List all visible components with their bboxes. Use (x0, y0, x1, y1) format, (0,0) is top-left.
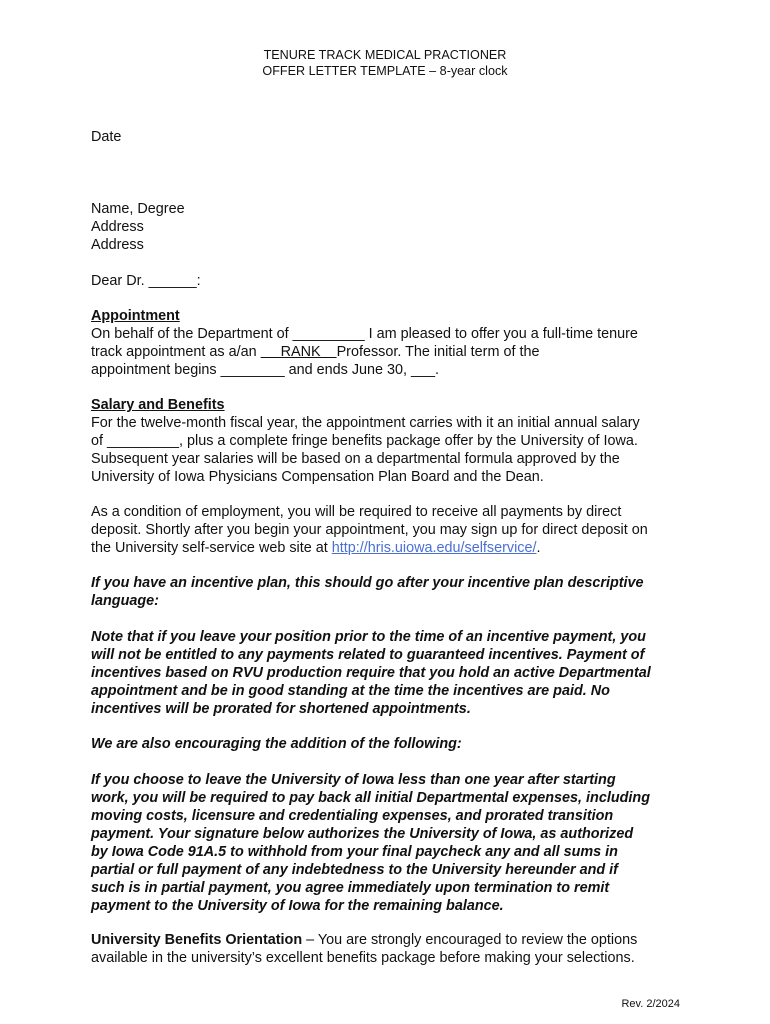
selfservice-link[interactable]: http://hris.uiowa.edu/selfservice/ (331, 540, 537, 556)
salary-line-4: University of Iowa Physicians Compensation Plan Board and the Dean. (91, 469, 544, 485)
salary-line-1: For the twelve-month fiscal year, the appointment carries with it an initial annual salary (91, 415, 640, 431)
repayment-line-5: by Iowa Code 91A.5 to withhold from your final paycheck any and all sums in (91, 844, 618, 860)
repayment-line-4: payment. Your signature below authorizes the University of Iowa, as authorized (91, 826, 634, 842)
orientation-heading: University Benefits Orientation (91, 932, 303, 948)
deposit-line-3-post: . (536, 540, 541, 556)
incentive-note-line-4: appointment and be in good standing at the time the incentives are paid. No (91, 683, 610, 699)
incentive-note-line-1: Note that if you leave your position prior to the time of an incentive payment, you (91, 629, 646, 645)
deposit-line-3 (91, 539, 691, 557)
appointment-section (91, 307, 691, 379)
appointment-line-2-pre: track appointment as a/an (91, 344, 261, 360)
date-field (91, 128, 691, 146)
encouraging-text: We are also encouraging the addition of the following: (91, 736, 462, 752)
repayment-line-7: such is in partial payment, you agree immediately upon termination to remit (91, 880, 610, 896)
appointment-line-2 (91, 343, 691, 361)
repayment-line-6: partial or full payment of any indebtedness to the University hereunder and if (91, 862, 618, 878)
salutation-block (91, 272, 691, 290)
incentive-intro-line-1: If you have an incentive plan, this should go after your incentive plan descriptive (91, 575, 644, 591)
document-header (0, 47, 770, 79)
header-subtitle: OFFER LETTER TEMPLATE – 8-year clock (262, 64, 508, 78)
rank-field: RANK (260, 344, 337, 360)
incentive-note-line-3: incentives based on RVU production require that you hold an active Departmental (91, 665, 651, 681)
orientation-paragraph (91, 931, 691, 967)
salary-section (91, 396, 691, 486)
incentive-intro-line-2: language: (91, 593, 159, 609)
header-title: TENURE TRACK MEDICAL PRACTIONER (263, 48, 507, 62)
appointment-line-2-post: Professor. The initial term of the (336, 344, 540, 360)
salary-line-2: of _________, plus a complete fringe benefits package offer by the University of Iowa. (91, 433, 638, 449)
salary-heading: Salary and Benefits (91, 397, 225, 413)
repayment-line-2: work, you will be required to pay back all initial Departmental expenses, including (91, 790, 650, 806)
repayment-line-1: If you choose to leave the University of Iowa less than one year after starting (91, 772, 616, 788)
salutation: Dear Dr. ______: (91, 273, 201, 289)
appointment-line-1: On behalf of the Department of _________ I am pleased to offer you a full-time tenure (91, 326, 638, 342)
salary-line-3: Subsequent year salaries will be based on a departmental formula approved by the (91, 451, 620, 467)
deposit-line-1: As a condition of employment, you will be required to receive all payments by direct (91, 504, 622, 520)
recipient-address-1: Address (91, 219, 144, 235)
date-label: Date (91, 129, 122, 145)
recipient-address-2: Address (91, 237, 144, 253)
deposit-paragraph (91, 503, 691, 557)
incentive-note (91, 628, 691, 718)
repayment-line-3: moving costs, licensure and credentialing expenses, and prorated transition (91, 808, 614, 824)
appointment-line-3: appointment begins ________ and ends June 30, ___. (91, 362, 440, 378)
orientation-line-1-post: – You are strongly encouraged to review the options (302, 932, 638, 948)
recipient-name: Name, Degree (91, 201, 185, 217)
encouraging-line (91, 735, 691, 753)
appointment-heading: Appointment (91, 308, 180, 324)
incentive-intro (91, 574, 691, 610)
orientation-line-1 (91, 931, 691, 949)
deposit-line-3-pre: the University self-service web site at (91, 540, 332, 556)
deposit-line-2: deposit. Shortly after you begin your appointment, you may sign up for direct deposit on (91, 522, 648, 538)
revision-footer: Rev. 2/2024 (621, 998, 680, 1010)
recipient-block (91, 200, 691, 254)
incentive-note-line-5: incentives will be prorated for shortened appointments. (91, 701, 471, 717)
orientation-line-2: available in the university’s excellent benefits package before making your selections. (91, 950, 635, 966)
repayment-line-8: payment to the University of Iowa for the remaining balance. (91, 898, 504, 914)
repayment-paragraph (91, 771, 691, 915)
incentive-note-line-2: will not be entitled to any payments related to guaranteed incentives. Payment of (91, 647, 645, 663)
